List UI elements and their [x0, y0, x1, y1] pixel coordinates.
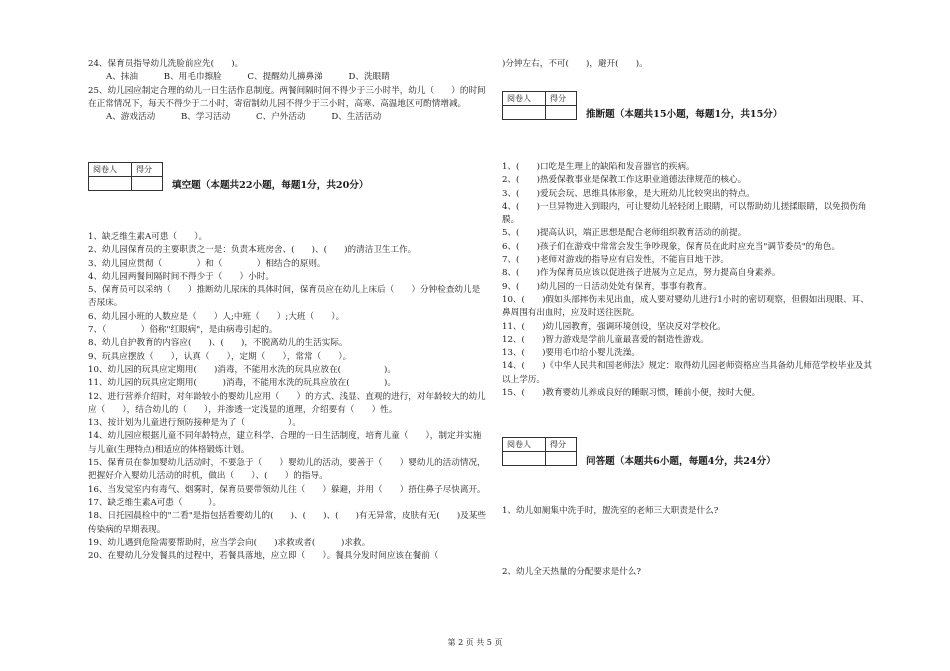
judge-question: 4、( )一旦异物进入到眼内，可让婴幼儿轻轻闭上眼睛，可以帮助幼儿搓揉眼睛，以免损伤角膜。 [502, 201, 867, 226]
judge-question: 14、( )《中华人民共和国老师法》规定：取得幼儿园老师资格应当具备幼儿师范学校毕业及其以上学历。 [502, 361, 872, 385]
fill-question-list [88, 231, 486, 563]
judge-question: 1、( )口吃是生理上的缺陷和发音器官的疾病。 [502, 162, 695, 172]
judge-question: 3、( )爱玩会玩、思维具体形象，是大班幼儿比较突出的特点。 [502, 188, 755, 199]
fill-question: 10、幼儿园的玩具应定期用( )消毒，不能用水洗的玩具应放在( )。 [88, 364, 396, 375]
qa-section-title: 问答题（本题共6小题，每题4分，共24分） [586, 456, 776, 467]
fill-question: 19、幼儿遇到危险需要帮助时，应当学会向( )求救或者( )求救。 [88, 537, 371, 548]
question-25-options: A、游戏活动 B、学习活动 C、户外活动 D、生活活动 [106, 112, 382, 123]
fill-question: 3、幼儿园应贯彻（ ）和（ ）相结合的原则。 [88, 258, 326, 269]
question-24-options: A、抹油 B、用毛巾擦脸 C、提醒幼儿擤鼻涕 D、洗眼睛 [106, 72, 390, 83]
qa-score-box [502, 437, 577, 466]
reviewer-label: 阅卷人 [503, 438, 546, 452]
fill-question: 17、缺乏维生素A可患（ ）。 [88, 497, 222, 508]
fill-question: 2、幼儿园保育员的主要职责之一是：负责本班房舍、( )、( )的清洁卫生工作。 [88, 245, 417, 256]
judge-question: 13、( )要用毛巾给小婴儿洗澡。 [502, 348, 640, 359]
fill-section-title: 填空题（本题共22小题，每题1分，共20分） [172, 180, 369, 191]
qa-question-1: 1、幼儿如厕集中洗手时，盥洗室的老师三大职责是什么? [502, 506, 719, 516]
question-24: 24、保育员指导幼儿洗脸前应先( )。 [88, 59, 244, 69]
judge-question: 15、( )教育婴幼儿养成良好的睡眠习惯，睡前小便，按时大便。 [502, 388, 761, 399]
fill-question: 18、日托园晨检中的"二看"是指包括看婴幼儿的( )、( )、( )有无异常，皮肤有无( )及某些传染病的早期表现。 [88, 511, 487, 535]
fill-question: 11、幼儿园的玩具应定期用( )消毒，不能用水洗的玩具应放在( )。 [88, 378, 396, 389]
score-label: 得分 [546, 438, 577, 452]
fill-question: 6、幼儿园小班的人数应是（ ）人;中班（ ）;大班（ ）。 [88, 311, 345, 322]
fill-question: 14、幼儿园应根据儿童不同年龄特点，建立科学、合理的一日生活制度，培育儿童（ ），制定并实施与儿童(生理特点)相适应的体格锻炼计划。 [88, 431, 482, 455]
fill-question: 5、保育员可以采纳（ ）推断幼儿尿床的具体时间，保育员应在幼儿上床后（ ）分钟检查幼儿是否尿床。 [88, 285, 481, 309]
judge-question: 7、( )老师对游戏的指导应有启发性，不能盲目地干涉。 [502, 255, 730, 266]
judge-question-list [502, 161, 874, 400]
page-footer: 第 2 页 共 5 页 [447, 638, 503, 647]
judge-question: 5、( )提高认识，端正思想是配合老师组织教育活动的前提。 [502, 228, 747, 239]
judge-question: 9、( )幼儿园的一日活动处处有保育，事事有教育。 [502, 281, 712, 292]
fill-question: 4、幼儿园两餐间隔时间不得少于（ ）小时。 [88, 271, 274, 282]
judge-question: 10、( )假如头部摔伤未见出血，成人要对婴幼儿进行1小时的密切观察，但假如出现眼、耳、鼻周围有出血时，应及时送往医院。 [502, 294, 869, 319]
judge-score-box [502, 91, 577, 120]
judge-question: 2、( )热爱保教事业是保教工作这职业道德法律规范的核心。 [502, 175, 747, 186]
fill-question: 16、当发觉室内有毒气、烟雾时，保育员要带领幼儿往（ ）躲避，并用（ ）捂住鼻子尽快离开。 [88, 484, 486, 495]
reviewer-label: 阅卷人 [89, 163, 132, 177]
fill-question: 7、（ ）俗称"红眼病"，是由病毒引起的。 [88, 325, 278, 336]
score-label: 得分 [132, 163, 163, 177]
fill-question: 12、进行营养介绍时，对年龄较小的婴幼儿应用（ ）的方式、浅显、直观的进行，对年龄较大的幼儿应（ ），结合幼儿的（ ），并渗透一定浅显的道理，介绍要有（ ）性。 [88, 391, 486, 415]
judge-section-title: 推断题（本题共15小题，每题1分，共15分） [586, 109, 783, 120]
fill-score-box [88, 162, 163, 191]
judge-question: 6、( )孩子们在游戏中常常会发生争吵现象，保育员在此时应充当"调节委员"的角色。 [502, 241, 841, 252]
score-label: 得分 [546, 92, 577, 106]
judge-question: 8、( )作为保育员应该以促进孩子进展为立足点，努力提高自身素养。 [502, 268, 781, 279]
fill-question: 8、幼儿自护教育的内容应( )、( )，不脱离幼儿的生活实际。 [88, 338, 348, 349]
fill-question: 1、缺乏维生素A可患（ ）。 [88, 232, 208, 242]
question-25: 25、幼儿园应制定合理的幼儿一日生活作息制度。两餐间隔时间不得少于三小时半，幼儿（ ）的时间在正常情况下，每天不得少于二小时，寄宿制幼儿园不得少于三小时，高寒、高温地区可酌情增减。 [88, 85, 486, 109]
judge-question: 12、( )智力游戏是学前儿童最喜爱的制造性游戏。 [502, 334, 709, 345]
judge-question: 11、( )幼儿园教育，强调环境创设，坚决反对学校化。 [502, 321, 726, 332]
continued-question-20: )分钟左右，不可( )，避开( )。 [502, 59, 648, 69]
fill-question: 15、保育员在参加婴幼儿活动时，不要急于（ ）婴幼儿的活动，要善于（ ）婴幼儿的活动情况，把握好介入婴幼儿活动的时机，做出（ ）、( ）的指导。 [88, 458, 486, 482]
qa-question-2: 2、幼儿全天热量的分配要求是什么? [502, 567, 641, 577]
fill-question: 20、在婴幼儿分发餐具的过程中，若餐具落地，应立即（ ）。餐具分发时间应该在餐前（ [88, 551, 439, 562]
reviewer-label: 阅卷人 [503, 92, 546, 106]
fill-question: 9、玩具应摆放（ ），认真（ ），定期（ ），常常（ ）。 [88, 351, 352, 362]
fill-question: 13、按计划为儿童进行预防接种是为了（ ）。 [88, 418, 301, 429]
